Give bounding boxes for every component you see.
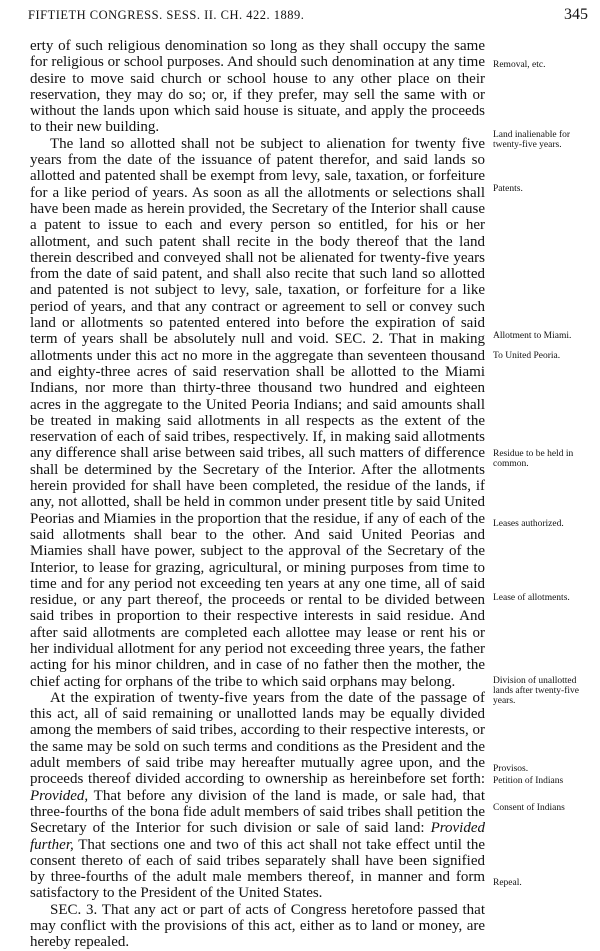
note-repeal: Repeal. (493, 878, 522, 888)
note-lease-allotments: Lease of allotments. (493, 593, 570, 603)
paragraph-2: The land so allotted shall not be subject to alienation for twenty five years from the date of the issuance of patent therefor, and said lands so allotted and patented shall be exempt from levy, sale, taxation, or forfeiture for a like period of years. As soon as all the allotments or selections shall have been made as herein provided, the Secretary of the Interior shall cause a patent to issue to each and every person so entitled, for his or her allotment, and such patent shall recite in the body thereof that the land therein described and conveyed shall not be alienated for twenty-five years from the date of said patent, and shall also recite that such land so allotted and patented is not subject to levy, sale, taxation, or forfeiture for a like period of years, and that any contract or agreement to sell or convey such land or allotments so patented entered into before the expiration of said term of years shall be absolutely null and void. SEC. 2. That in making allotments under this act no more in the aggregate than seventeen thousand and eighty-three acres of said reservation shall be allotted to the Miami Indians, nor more than thirty-three thousand two hundred and eighteen acres in the aggregate to the United Peoria Indians; and said amounts shall be treated in making said allotments in all respects as the extent of the reservation of each of said tribes, respectively. If, in making said allotments any difference shall arise between said tribes, all such matters of difference shall be determined by the Secretary of the Interior. After the allotments herein provided for shall have been completed, the residue of the lands, if any, not allotted, shall be held in common under present title by said United Peorias and Miamies in the proportion that the residue, if any of each of the said allotments shall bear to the other. And said United Peorias and Miamies shall have power, subject to the approval of the Secretary of the Interior, to lease for grazing, agricultural, or mining purposes from time to time and for any period not exceeding ten years at any one time, all of said residue, or any part thereof, the proceeds or rental to be divided between said tribes in proportion to their respective interests in said residue. And after said allotments are completed each allottee may lease or rent his or her individual allotment for any period not exceeding three years, the father acting for his minor children, and in case of no father then the mother, the chief acting for orphans of the tribe to which said orphans may belong. (30, 135, 485, 690)
note-patents: Patents. (493, 184, 523, 194)
running-head: FIFTIETH CONGRESS. SESS. II. CH. 422. 1889. (28, 8, 305, 22)
note-removal: Removal, etc. (493, 60, 546, 70)
note-allotment-miami: Allotment to Miami. (493, 331, 572, 341)
note-division: Division of unallotted lands after twenty-five years. (493, 676, 579, 706)
paragraph-3-part-a: At the expiration of twenty-five years from the date of the passage of this act, all of said remaining or unallotted lands may be equally divided among the members of said tribes, according to their respective interests, or the same may be sold on such terms and conditions as the President and the adult members of said tribe may hereafter mutually agree upon, and the proceeds thereof divided according to ownership as hereinbefore set forth: (30, 689, 485, 788)
note-provisos: Provisos. (493, 764, 529, 774)
paragraph-3-part-c: That sections one and two of this act shall not take effect until the consent thereto of each of said tribes separately shall have been signified by three-fourths of the adult male members thereof, in manner and form satisfactory to the President of the United States. (30, 836, 485, 902)
page-number: 345 (564, 6, 588, 23)
note-residue: Residue to be held in common. (493, 449, 574, 469)
note-inalienable: Land inalienable for twenty-five years. (493, 130, 571, 150)
note-to-peoria: To United Peoria. (493, 351, 561, 361)
provided-further-italic: Provided further, (30, 820, 485, 853)
provided-italic: Provided, (30, 787, 89, 804)
paragraph-3-part-b: That before any division of the land is made, or sale had, that three-fourths of the bona fide adult members of said tribes shall petition the Secretary of the Interior for such division or sale of said land: (30, 787, 486, 837)
note-consent: Consent of Indians (493, 803, 565, 813)
paragraph-4: SEC. 3. That any act or part of acts of Congress heretofore passed that may conflict with the provisions of this act, either as to land or money, are hereby repealed. (30, 901, 485, 951)
paragraph-1: erty of such religious denomination so long as they shall occupy the same for religious or school purposes. And should such denomination at any time desire to move said church or school house to any other place on their reservation, they may do so; or, if they prefer, may sell the same with or without the lands upon which said house is situate, and apply the proceeds to their new building. (30, 38, 485, 136)
note-petition: Petition of Indians (493, 776, 564, 786)
note-leases: Leases authorized. (493, 519, 564, 529)
